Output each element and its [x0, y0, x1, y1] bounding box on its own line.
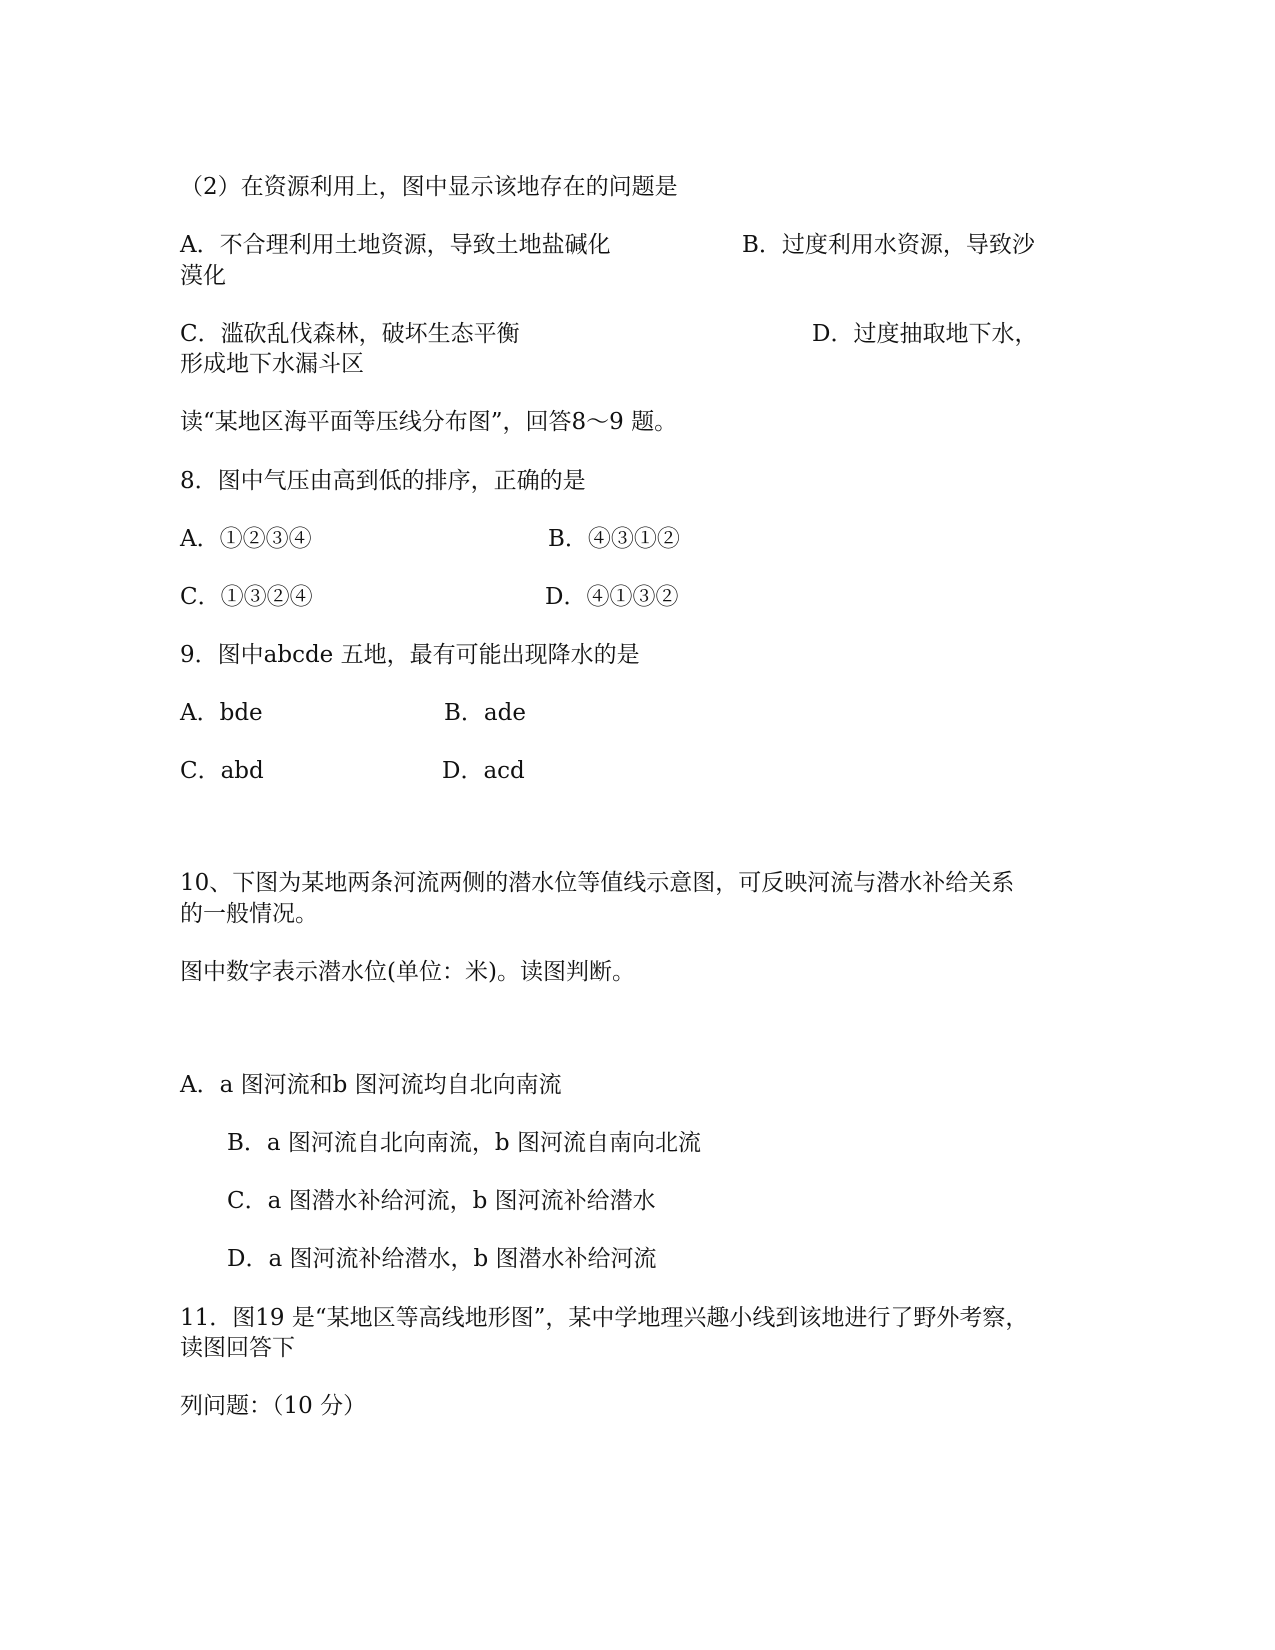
q9-option-c: C．abd: [180, 758, 264, 784]
q8-option-b: B．④③①②: [548, 526, 680, 552]
q10-option-c: C．a 图潜水补给河流，b 图河流补给潜水: [227, 1188, 656, 1214]
q8-option-a: A．①②③④: [180, 526, 312, 552]
q7-2-option-c: C．滥砍乱伐森林，破坏生态平衡: [180, 321, 520, 347]
q11-stem: 11．图19 是“某地区等高线地形图”，某中学地理兴趣小线到该地进行了野外考察，: [180, 1305, 1029, 1331]
q10-option-b: B．a 图河流自北向南流，b 图河流自南向北流: [227, 1130, 701, 1156]
q8-stem: 8．图中气压由高到低的排序，正确的是: [180, 468, 586, 494]
q10-option-d: D．a 图河流补给潜水，b 图潜水补给河流: [227, 1246, 657, 1272]
q7-2-option-d: D．过度抽取地下水，: [812, 321, 1038, 347]
q7-2-option-b: B．过度利用水资源，导致沙: [742, 232, 1035, 258]
q10-stem: 10、下图为某地两条河流两侧的潜水位等值线示意图，可反映河流与潜水补给关系: [180, 870, 1015, 896]
q8-option-d: D．④①③②: [545, 584, 679, 610]
q7-2-option-b-cont: 漠化: [180, 263, 226, 289]
q7-2-option-a: A．不合理利用土地资源，导致土地盐碱化: [180, 232, 611, 258]
q10-option-a: A．a 图河流和b 图河流均自北向南流: [180, 1072, 562, 1098]
q10-note: 图中数字表示潜水位(单位：米)。读图判断。: [180, 959, 635, 985]
q11-stem-points: 列问题：（10 分）: [180, 1393, 367, 1419]
q11-stem-cont: 读图回答下: [180, 1335, 295, 1361]
intro-8-9: 读“某地区海平面等压线分布图”，回答8～9 题。: [180, 409, 678, 435]
q7-2-stem: （2）在资源利用上，图中显示该地存在的问题是: [180, 174, 678, 200]
q9-stem: 9．图中abcde 五地，最有可能出现降水的是: [180, 642, 640, 668]
q10-stem-cont: 的一般情况。: [180, 901, 318, 927]
q9-option-d: D．acd: [442, 758, 525, 784]
q9-option-a: A．bde: [180, 700, 263, 726]
q9-option-b: B．ade: [444, 700, 526, 726]
q8-option-c: C．①③②④: [180, 584, 313, 610]
q7-2-option-d-cont: 形成地下水漏斗区: [180, 351, 364, 377]
